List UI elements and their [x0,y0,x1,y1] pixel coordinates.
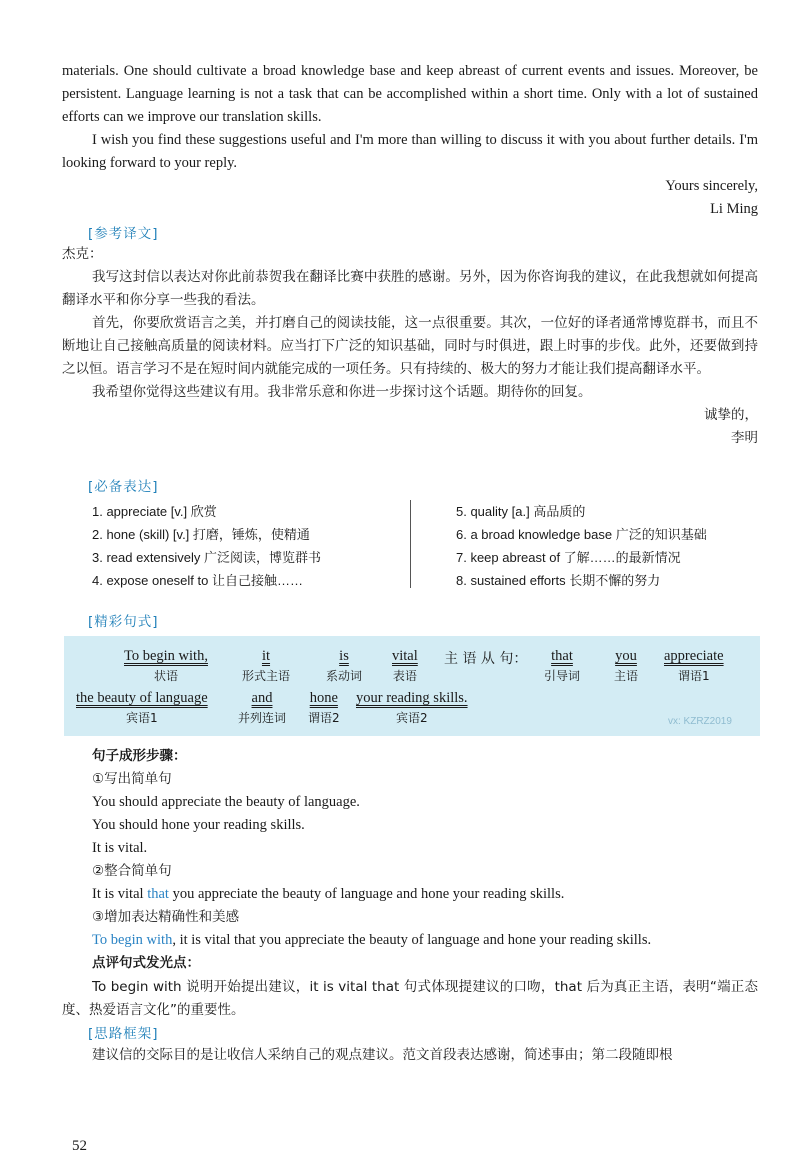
vocab-header: [必备表达] [88,479,159,495]
comment-title: 点评句式发光点： [92,955,200,971]
sentence-token: To begin with, 状语 [124,648,208,683]
translation-signature: 李明 [731,430,758,446]
letter-paragraph-2: I wish you find these suggestions useful and I'm more than willing to discuss it with you about further details. I'm looking forward to your reply. [62,132,758,171]
translation-paragraph-2: 首先，你要欣赏语言之美，并打磨自己的阅读技能，这一点很重要。其次，一位好的译者通常博览群书，而且不断地让自己接触高质量的阅读材料。应当打下广泛的知识基础，同时与时俱进，跟上时事的步伐。此外，还要做到持之以恒。语言学习不是在短时间内就能完成的一项任务。只有持续的、极大的努力才能让我们提高翻译水平。 [62,315,758,377]
vocab-item: 2. hone (skill) [v.] 打磨，锤炼，使精通 [92,527,310,542]
vocab-left-column [92,500,321,592]
vocab-item: 5. quality [a.] 高品质的 [456,504,586,519]
sentence-token: your reading skills. 宾语2 [356,690,468,725]
formation-steps [92,745,758,975]
framework-body [62,1044,758,1067]
step-1-line: It is vital. [92,840,148,856]
vocab-item: 4. expose oneself to 让自己接触…… [92,573,303,588]
vocab-item: 8. sustained efforts 长期不懈的努力 [456,573,661,588]
step-1-line: You should hone your reading skills. [92,817,305,833]
translation-header: [参考译文] [88,226,159,242]
sentence-token: hone 谓语2 [308,690,340,725]
framework-header: [思路框架] [88,1026,159,1042]
sentence-token: vital 表语 [392,648,418,683]
sentence-token: is 系动词 [326,648,363,683]
letter-paragraph-1: materials. One should cultivate a broad knowledge base and keep abreast of current events and issues. Moreover, be persistent. Language learning is not a task that can be accomplished within a short time. Only with a lot of sustained efforts can we improve our translation skills. [62,63,758,125]
translation-paragraph-3: 我希望你觉得这些建议有用。我非常乐意和你进一步探讨这个话题。期待你的回复。 [92,384,592,400]
step-1-title: ①写出简单句 [92,771,172,787]
page-number: 52 [72,1138,87,1154]
vocab-item: 3. read extensively 广泛阅读，博览群书 [92,550,322,565]
translation-salutation: 杰克： [62,246,103,262]
translation-body [62,243,758,450]
steps-title: 句子成形步骤： [92,748,187,764]
vocab-right-column [456,500,707,592]
vocab-item: 1. appreciate [v.] 欣赏 [92,504,217,519]
framework-text: 建议信的交际目的是让收信人采纳自己的观点建议。范文首段表达感谢，简述事由；第二段随即根 [92,1047,673,1063]
comment-body [62,976,758,1022]
translation-closing: 诚挚的， [704,407,758,423]
english-letter [62,60,758,221]
step-1-line: You should appreciate the beauty of language. [92,794,360,810]
highlight-to-begin-with: To begin with [92,932,173,948]
translation-paragraph-1: 我写这封信以表达对你此前恭贺我在翻译比赛中获胜的感谢。另外，因为你咨询我的建议，在此我想就如何提高翻译水平和你分享一些我的看法。 [62,269,758,308]
step-2-sentence: It is vital that you appreciate the beauty of language and hone your reading skills. [92,886,565,902]
letter-signature: Li Ming [710,201,758,217]
vocab-item: 7. keep abreast of 了解……的最新情况 [456,550,681,565]
vocab-list [92,500,772,592]
step-3-title: ③增加表达精确性和美感 [92,909,240,925]
step-3-sentence: To begin with, it is vital that you appreciate the beauty of language and hone your reading skills. [92,932,652,948]
highlight-that: that [147,886,169,902]
vocab-divider [410,500,411,588]
sentence-token: it 形式主语 [242,648,291,683]
sentence-token: that 引导词 [544,648,581,683]
sentence-header: [精彩句式] [88,614,159,630]
vocab-item: 6. a broad knowledge base 广泛的知识基础 [456,527,707,542]
sentence-token: and 并列连词 [238,690,287,725]
comment-text: To begin with 说明开始提出建议，it is vital that 句式体现提建议的口吻，that 后为真正主语，表明“端正态度、热爱语言文化”的重要性。 [62,979,758,1018]
sentence-token: the beauty of language 宾语1 [76,690,208,725]
sentence-token: appreciate 谓语1 [664,648,724,683]
clause-label: 主 语 从 句： [444,651,528,667]
step-2-title: ②整合简单句 [92,863,172,879]
sentence-analysis-box [64,636,760,736]
watermark: vx: KZRZ2019 [668,716,732,727]
sentence-token: you 主语 [614,648,639,683]
letter-closing: Yours sincerely, [665,178,758,194]
